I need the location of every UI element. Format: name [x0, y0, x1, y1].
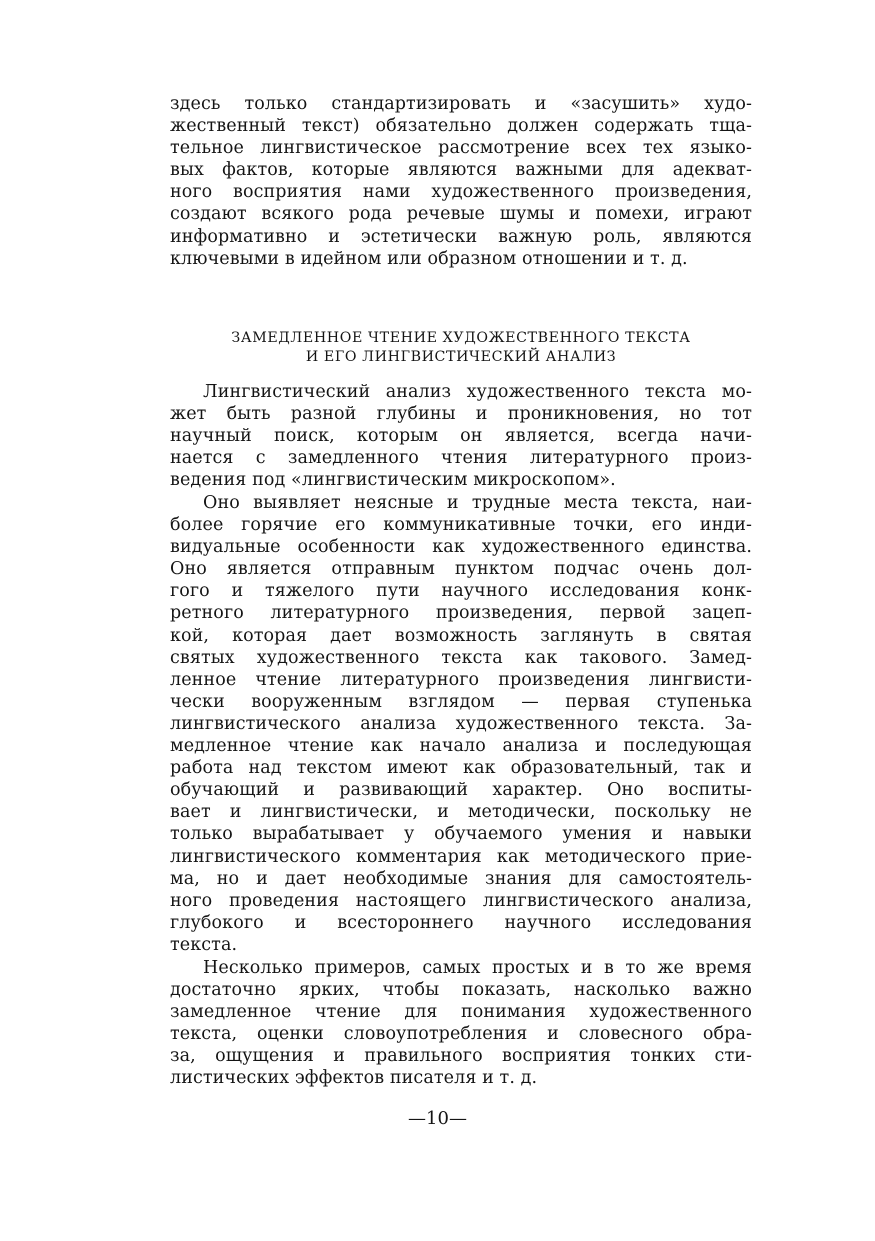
text-line: за, ощущения и правильного восприятия тонких сти-	[170, 1046, 752, 1067]
text-line: создают всякого рода речевые шумы и помехи, играют	[170, 204, 752, 225]
text-line: чески вооруженным взглядом — первая ступенька	[170, 691, 752, 712]
text-line: Несколько примеров, самых простых и в то же время	[203, 958, 752, 978]
text-line: научный поиск, которым он является, всегда начи-	[170, 426, 752, 447]
paragraph	[170, 957, 752, 1090]
text-line: Лингвистический анализ художественного текста мо-	[203, 382, 752, 402]
text-line: ведения под «лингвистическим микроскопом».	[170, 470, 616, 491]
text-line: листических эффектов писателя и т. д.	[170, 1068, 538, 1089]
text-line: работа над текстом имеют как образовательный, так и	[170, 758, 752, 779]
text-line: замедленное чтение для понимания художественного	[170, 1002, 752, 1023]
text-line: тельное лингвистическое рассмотрение всех тех языко-	[170, 138, 752, 159]
text-line: ретного литературного произведения, первой зацеп-	[170, 603, 752, 624]
text-line: только вырабатывает у обучаемого умения и навыки	[170, 824, 752, 845]
text-line: лингвистического комментария как методического прие-	[170, 846, 752, 867]
text-line: кой, которая дает возможность заглянуть в святая	[170, 625, 752, 646]
text-line: текста, оценки словоупотребления и словесного обра-	[170, 1024, 752, 1045]
text-line: информативно и эстетически важную роль, являются	[170, 226, 752, 247]
section-heading	[170, 329, 752, 367]
text-line: лингвистического анализа художественного текста. За-	[170, 713, 752, 734]
section-heading-line-1: ЗАМЕДЛЕННОЕ ЧТЕНИЕ ХУДОЖЕСТВЕННОГО ТЕКСТА	[231, 330, 691, 346]
text-line: жественный текст) обязательно должен содержать тща-	[170, 116, 752, 137]
text-line: медленное чтение как начало анализа и последующая	[170, 736, 752, 757]
text-line: вых фактов, которые являются важными для адекват-	[170, 160, 752, 181]
text-line: здесь только стандартизировать и «засушить» худо-	[170, 94, 752, 114]
text-line: текста.	[170, 934, 238, 955]
text-line: Оно является отправным пунктом подчас очень дол-	[170, 559, 752, 580]
text-line: видуальные особенности как художественного единства.	[170, 537, 752, 558]
text-line: святых художественного текста как такового. Замед-	[170, 647, 752, 668]
text-line: обучающий и развивающий характер. Оно воспиты-	[170, 780, 752, 801]
text-line: более горячие его коммуникативные точки, его инди-	[170, 515, 752, 536]
section-heading-line-2: И ЕГО ЛИНГВИСТИЧЕСКИЙ АНАЛИЗ	[305, 349, 617, 365]
page-number: —10—	[408, 1108, 467, 1129]
text-line: ленное чтение литературного произведения лингвисти-	[170, 669, 752, 690]
text-line: глубокого и всестороннего научного исследования	[170, 912, 752, 933]
text-line: ного проведения настоящего лингвистического анализа,	[170, 890, 752, 911]
text-line: гого и тяжелого пути научного исследования конк-	[170, 581, 752, 602]
text-line: ма, но и дает необходимые знания для самостоятель-	[170, 868, 752, 889]
paragraph	[170, 381, 752, 491]
text-line: достаточно ярких, чтобы показать, насколько важно	[170, 980, 752, 1001]
paragraph-continued	[170, 93, 752, 270]
text-line: нается с замедленного чтения литературного произ-	[170, 448, 752, 469]
text-line: Оно выявляет неясные и трудные места текста, наи-	[203, 493, 752, 513]
text-line: ного восприятия нами художественного произведения,	[170, 182, 752, 203]
text-line: ключевыми в идейном или образном отношении и т. д.	[170, 248, 688, 269]
text-line: вает и лингвистически, и методически, поскольку не	[170, 802, 752, 823]
text-line: жет быть разной глубины и проникновения, но тот	[170, 404, 752, 425]
paragraph	[170, 492, 752, 956]
